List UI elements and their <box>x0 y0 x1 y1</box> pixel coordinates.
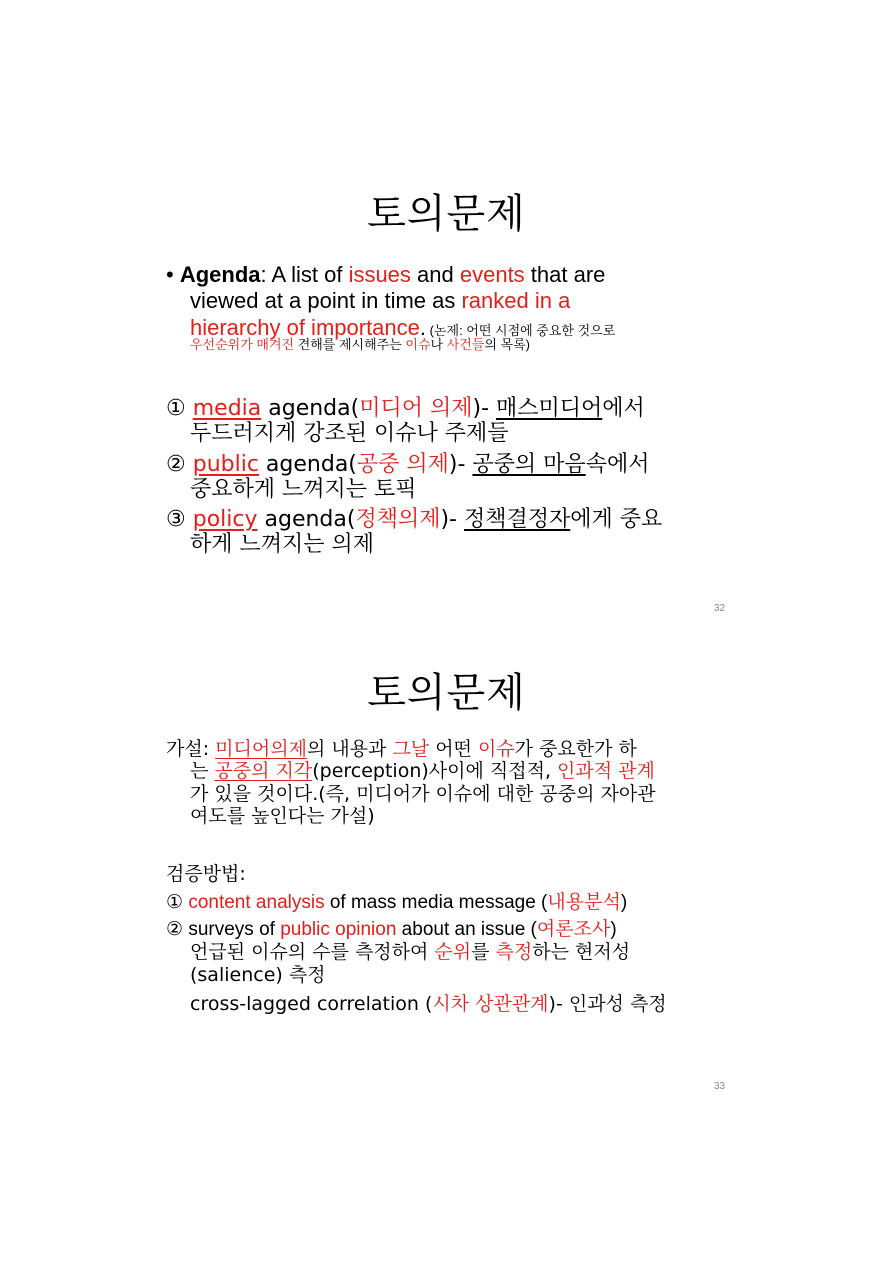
list-item: ③ policy agenda(정책의제)- 정책결정자에게 중요 <box>166 507 663 533</box>
agenda-definition: • Agenda: A list of issues and events that are viewed at a point in time as ranked in a hierarchy of importance. (논제: 어떤 시점에 중요한 것으로 우선순위가 매겨진 견해를 제시해주는 이슈나 사건들의 목록) <box>166 262 616 353</box>
list-item: ① media agenda(미디어 의제)- 매스미디어에서 <box>166 396 645 421</box>
list-item: ② public agenda(공중 의제)- 공중의 마음속에서 <box>166 451 650 477</box>
list-item: ① content analysis of mass media message (내용분석) <box>166 891 628 913</box>
bullet: • <box>166 262 174 287</box>
method-label: 검증방법: <box>166 863 246 885</box>
ranked-term: ranked in a <box>461 288 571 314</box>
hierarchy-term: hierarchy of importance <box>190 314 420 340</box>
agenda-term: Agenda <box>179 262 261 287</box>
verification-methods: 검증방법: ① content analysis of mass media message (내용분석) ② surveys of public opinion about an issue (여론조사) 언급된 이슈의 수를 측정하여 순위를 측정하는 현저성 (salience) 측정 cross-lagged correlation (시차 상관관계)- 인과성 측정 <box>166 863 766 1016</box>
slide-title: 토의문제 <box>367 191 526 237</box>
slide-33 <box>0 631 893 1262</box>
page-number: 32 <box>714 603 726 614</box>
agenda-types-list: ① media agenda(미디어 의제)- 매스미디어에서 두드러지게 강조된 이슈나 주제들 ② public agenda(공중 의제)- 공중의 마음속에서 중요하게 느껴지는 토픽 ③ policy agenda(정책의제)- 정책결정자에게 중요 하게 느껴지는 의제 <box>166 397 766 558</box>
list-item: ② surveys of public opinion about an issue (여론조사) <box>166 918 617 940</box>
issues-term: issues <box>348 262 411 287</box>
page-number: 33 <box>714 1081 726 1092</box>
events-term: events <box>459 262 525 287</box>
hypothesis: 가설: 미디어의제의 내용과 그날 어떤 이슈가 중요한가 하 는 공중의 지각(perception)사이에 직접적, 인과적 관계 가 있을 것이다.(즉, 미디어가 이슈에 대한 공중의 자아관 여도를 높인다는 가설) <box>166 738 656 828</box>
slide-title: 토의문제 <box>367 670 526 716</box>
